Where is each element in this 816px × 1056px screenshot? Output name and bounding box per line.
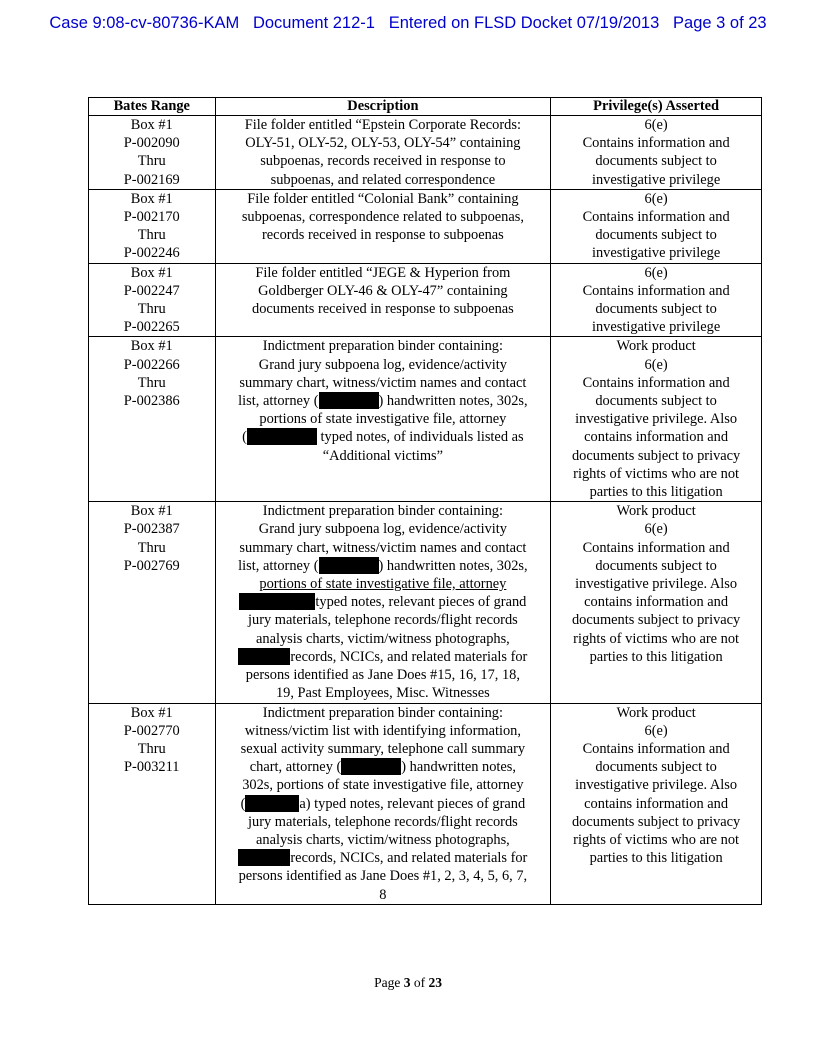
priv-line: documents subject to privacy <box>571 813 741 830</box>
priv-line: rights of victims who are not <box>573 465 740 482</box>
bates-line: P-002386 <box>123 393 180 410</box>
desc-fragment: ) handwritten notes, <box>401 759 516 776</box>
priv-line: rights of victims who are not <box>573 831 740 848</box>
bates-range-cell <box>89 703 216 904</box>
priv-line: Work product <box>616 704 696 721</box>
desc-line: portions of state investigative file, attorney <box>259 576 507 593</box>
desc-line: summary chart, witness/victim names and contact <box>239 374 527 391</box>
privilege-log-table <box>88 97 762 905</box>
desc-line: Indictment preparation binder containing: <box>262 503 503 520</box>
priv-line: Contains information and <box>582 374 730 391</box>
redaction-box <box>319 392 379 409</box>
redaction-box <box>238 849 290 866</box>
priv-line: 6(e) <box>644 117 668 133</box>
priv-line: Contains information and <box>582 209 730 226</box>
header-bates-range: Bates Range <box>89 98 216 116</box>
desc-line: 302s, portions of state investigative file, attorney <box>242 777 524 794</box>
desc-line: subpoenas, records received in response to <box>260 153 506 170</box>
priv-line: Contains information and <box>582 282 730 299</box>
desc-line <box>218 758 549 776</box>
desc-line: analysis charts, victim/witness photographs, <box>255 831 510 848</box>
desc-line <box>218 795 549 813</box>
bates-range-cell <box>89 502 216 703</box>
desc-line: File folder entitled “JEGE & Hyperion from <box>255 264 511 281</box>
priv-line: investigative privilege. Also <box>575 411 738 428</box>
privilege-cell <box>551 337 762 502</box>
description-cell <box>215 703 551 904</box>
priv-line: 6(e) <box>644 722 668 739</box>
desc-fragment: ) handwritten notes, 302s, <box>378 393 528 410</box>
priv-line: Contains information and <box>582 135 730 152</box>
desc-line <box>218 392 549 410</box>
desc-line: Grand jury subpoena log, evidence/activity <box>258 356 507 373</box>
footer-middle: of <box>410 975 429 990</box>
priv-line: parties to this litigation <box>589 850 723 867</box>
desc-fragment: list, attorney ( <box>238 557 319 574</box>
privilege-cell <box>551 502 762 703</box>
bates-line: Box #1 <box>130 117 173 133</box>
desc-fragment: typed notes, relevant pieces of grand <box>315 594 527 611</box>
priv-line: rights of victims who are not <box>573 630 740 647</box>
bates-line: P-002247 <box>123 282 180 299</box>
priv-line: documents subject to <box>595 393 717 410</box>
bates-line: Thru <box>137 227 166 244</box>
desc-line <box>218 428 549 446</box>
footer-page-number: 3 <box>403 975 411 990</box>
desc-line: Indictment preparation binder containing: <box>262 704 503 721</box>
priv-line: documents subject to <box>595 153 717 170</box>
redaction-box <box>238 648 290 665</box>
description-cell <box>215 116 551 190</box>
bates-line: Box #1 <box>130 503 173 520</box>
desc-line: analysis charts, victim/witness photographs, <box>255 630 510 647</box>
priv-line: documents subject to <box>595 227 717 244</box>
bates-range-cell <box>89 116 216 190</box>
priv-line: parties to this litigation <box>589 484 723 501</box>
description-cell <box>215 263 551 337</box>
redaction-box <box>245 795 299 812</box>
privilege-cell <box>551 189 762 263</box>
desc-line: Indictment preparation binder containing: <box>262 338 503 355</box>
desc-fragment: records, NCICs, and related materials for <box>290 648 528 665</box>
desc-line: 8 <box>379 886 387 903</box>
bates-line: Thru <box>137 740 166 757</box>
docket-header: Case 9:08-cv-80736-KAM Document 212-1 Entered on FLSD Docket 07/19/2013 Page 3 of 23 <box>49 14 767 32</box>
bates-line: P-002265 <box>123 319 180 336</box>
desc-line <box>218 557 549 575</box>
bates-range-cell <box>89 189 216 263</box>
desc-fragment: ) handwritten notes, 302s, <box>378 557 528 574</box>
desc-line: records received in response to subpoenas <box>262 227 504 244</box>
bates-line: P-002170 <box>123 209 180 226</box>
bates-line: Box #1 <box>130 704 173 721</box>
desc-fragment: a) typed notes, relevant pieces of grand <box>299 795 526 812</box>
priv-line: contains information and <box>584 594 729 611</box>
desc-line: sexual activity summary, telephone call summary <box>240 740 526 757</box>
desc-line: persons identified as Jane Does #1, 2, 3, 4, 5, 6, 7, <box>238 868 528 885</box>
desc-fragment: list, attorney ( <box>238 393 319 410</box>
description-cell <box>215 337 551 502</box>
table-row <box>89 116 762 190</box>
priv-line: 6(e) <box>644 264 668 281</box>
priv-line: documents subject to <box>595 557 717 574</box>
privilege-cell <box>551 263 762 337</box>
desc-line: portions of state investigative file, attorney <box>259 411 507 428</box>
desc-fragment: ( <box>240 795 246 812</box>
desc-line <box>218 593 549 611</box>
description-cell <box>215 189 551 263</box>
bates-range-cell <box>89 337 216 502</box>
priv-line: Work product <box>616 338 696 355</box>
priv-line: investigative privilege. Also <box>575 576 738 593</box>
priv-line: Contains information and <box>582 539 730 556</box>
desc-line: witness/victim list with identifying information, <box>244 722 521 739</box>
privilege-cell <box>551 703 762 904</box>
desc-line: summary chart, witness/victim names and contact <box>239 539 527 556</box>
desc-line: “Additional victims” <box>322 447 444 464</box>
footer-prefix: Page <box>374 975 404 990</box>
bates-line: P-002266 <box>123 356 180 373</box>
bates-line: P-002387 <box>123 521 180 538</box>
desc-line: File folder entitled “Epstein Corporate Records: <box>244 117 521 133</box>
bates-line: Thru <box>137 301 166 318</box>
desc-line: Goldberger OLY-46 & OLY-47” containing <box>258 282 508 299</box>
desc-fragment: typed notes, of individuals listed as <box>316 429 524 446</box>
page-footer <box>0 975 816 991</box>
bates-line: Thru <box>137 374 166 391</box>
desc-line: Grand jury subpoena log, evidence/activity <box>258 521 507 538</box>
bates-line: Thru <box>137 539 166 556</box>
priv-line: documents subject to <box>595 759 717 776</box>
desc-line: subpoenas, correspondence related to subpoenas, <box>241 209 524 226</box>
priv-line: contains information and <box>584 429 729 446</box>
table-header-row <box>89 98 762 116</box>
bates-line: Box #1 <box>130 190 173 207</box>
desc-line: 19, Past Employees, Misc. Witnesses <box>275 685 490 702</box>
desc-line: File folder entitled “Colonial Bank” containing <box>247 190 519 207</box>
priv-line: 6(e) <box>644 356 668 373</box>
priv-line: 6(e) <box>644 190 668 207</box>
desc-line: jury materials, telephone records/flight records <box>248 612 518 629</box>
table-row <box>89 189 762 263</box>
redaction-box <box>247 428 317 445</box>
desc-line: documents received in response to subpoenas <box>252 301 514 318</box>
bates-range-cell <box>89 263 216 337</box>
priv-line: investigative privilege. Also <box>575 777 738 794</box>
desc-line: OLY-51, OLY-52, OLY-53, OLY-54” containing <box>245 135 521 152</box>
table-row <box>89 337 762 502</box>
desc-line: persons identified as Jane Does #15, 16, 17, 18, <box>245 667 520 684</box>
redaction-box <box>239 593 315 610</box>
priv-line: Work product <box>616 503 696 520</box>
header-privileges-asserted: Privilege(s) Asserted <box>551 98 762 116</box>
table-row <box>89 703 762 904</box>
description-cell <box>215 502 551 703</box>
redaction-box <box>319 557 379 574</box>
privilege-cell <box>551 116 762 190</box>
priv-line: investigative privilege <box>591 171 721 188</box>
bates-line: P-002769 <box>123 557 180 574</box>
desc-fragment: chart, attorney ( <box>249 759 342 776</box>
priv-line: documents subject to privacy <box>571 447 741 464</box>
priv-line: investigative privilege <box>591 319 721 336</box>
table-row <box>89 263 762 337</box>
table-row <box>89 502 762 703</box>
bates-line: P-002090 <box>123 135 180 152</box>
priv-line: parties to this litigation <box>589 648 723 665</box>
desc-line <box>218 648 549 666</box>
priv-line: Contains information and <box>582 740 730 757</box>
redaction-box <box>341 758 401 775</box>
bates-line: Box #1 <box>130 338 173 355</box>
priv-line: 6(e) <box>644 521 668 538</box>
bates-line: P-003211 <box>124 759 180 776</box>
bates-line: Thru <box>137 153 166 170</box>
bates-line: P-002770 <box>123 722 180 739</box>
priv-line: contains information and <box>584 795 729 812</box>
priv-line: investigative privilege <box>591 245 721 262</box>
desc-line: subpoenas, and related correspondence <box>270 171 496 188</box>
header-description: Description <box>215 98 551 116</box>
desc-fragment: records, NCICs, and related materials for <box>290 850 528 867</box>
footer-total-pages: 23 <box>428 975 442 990</box>
desc-fragment: ( <box>242 429 247 446</box>
priv-line: documents subject to privacy <box>571 612 741 629</box>
bates-line: P-002169 <box>123 171 180 188</box>
desc-line: jury materials, telephone records/flight records <box>248 813 518 830</box>
bates-line: Box #1 <box>130 264 173 281</box>
priv-line: documents subject to <box>595 301 717 318</box>
bates-line: P-002246 <box>123 245 180 262</box>
desc-line <box>218 849 549 867</box>
